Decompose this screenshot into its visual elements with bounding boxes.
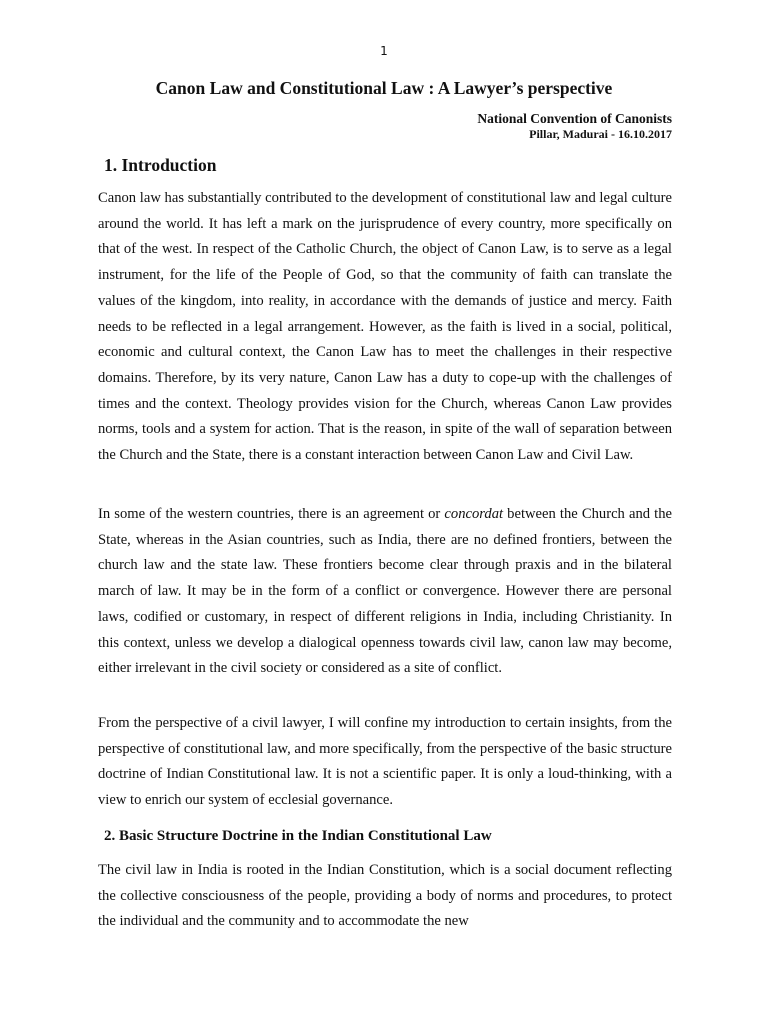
affiliation-line-1: National Convention of Canonists — [477, 111, 672, 126]
affiliation-line-2: Pillar, Madurai - 16.10.2017 — [529, 127, 672, 141]
paragraph-text: between the Church and the State, whereas in the Asian countries, such as India, there are no defined frontiers, between the church law and the state law. These frontiers become clear through praxis and in the bilateral march of law. It may be in the form of a conflict or convergence. However there are personal laws, codified or customary, in respect of different religions in India, including Christianity. In this context, unless we develop a dialogical openness towards civil law, canon law may become, either irrelevant in the civil society or considered as a site of conflict. — [98, 506, 672, 677]
section-heading-introduction: 1. Introduction — [104, 155, 217, 175]
section-heading-basic-structure: 2. Basic Structure Doctrine in the Indian Constitutional Law — [104, 828, 492, 844]
page-number: 1 — [380, 44, 388, 58]
document-title: Canon Law and Constitutional Law : A Lawyer’s perspective — [155, 78, 613, 98]
basic-structure-paragraph-1: The civil law in India is rooted in the Indian Constitution, which is a social document reflecting the collective consciousness of the people, providing a body of norms and procedures, to protect the individual and the community and to accommodate the new — [98, 862, 672, 930]
italic-term-concordat: concordat — [444, 506, 504, 522]
intro-paragraph-3: From the perspective of a civil lawyer, I will confine my introduction to certain insights, from the perspective of constitutional law, and more specifically, from the perspective of the basic structure doctrine of Indian Constitutional law. It is not a scientific paper. It is only a loud-thinking, with a view to enrich our system of ecclesial governance. — [98, 715, 672, 809]
intro-paragraph-2 — [98, 502, 672, 682]
intro-paragraph-1: Canon law has substantially contributed to the development of constitutional law and legal culture around the world. It has left a mark on the jurisprudence of every country, more specifically on that of the west. In respect of the Catholic Church, the object of Canon Law, is to serve as a legal instrument, for the life of the People of God, so that the community of faith can translate the values of the kingdom, into reality, in accordance with the demands of justice and mercy. Faith needs to be reflected in a legal arrangement. However, as the faith is lived in a social, political, economic and cultural context, the Canon Law has to meet the challenges in their respective domains. Therefore, by its very nature, Canon Law has a duty to cope-up with the challenges of times and the context. Theology provides vision for the Church, whereas Canon Law provides norms, tools and a system for action. That is the reason, in spite of the wall of separation between the Church and the State, there is a constant interaction between Canon Law and Civil Law. — [98, 190, 672, 464]
paragraph-text: In some of the western countries, there is an agreement or — [98, 506, 445, 522]
